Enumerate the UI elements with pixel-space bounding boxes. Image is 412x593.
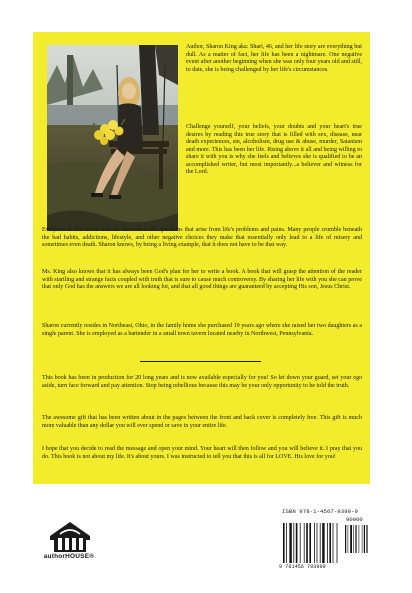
challenge-paragraph: Challenge yourself, your beliefs, your doubts and your heart's true desires by reading this true story that is filled with sex, disease, near death experiences, sin, alcoholism, drug use & abuse, murder, Satanism and more. This has been her life. Rising above it all and being willing to share it with you is why she feels and believes she is qualified to be an accomplished writer, but most importantly...a believer and witness for the Lord. [186,124,362,176]
hope-paragraph: I hope that you decide to read the message and open your mind. Your heart will then follow and you will believe it. I pray that you do. This book is not about my life. It's about yours. I was instructed to tell you that this is all for LOVE. His love for you! [42,446,362,460]
registered-mark: ® [89,553,95,560]
publisher-name-prefix: author [43,553,66,560]
ms-king-paragraph: Ms. King also knows that it has always been God's plan for her to write a book. A book that will grasp the attention of the reader with startling and strange facts coupled with truth that is sure to cause much controversy. By sharing her life with you she can prove that only God has the answers we are all looking for, and that all good things are guaranteed by accepting His son, Jesus Christ. [42,269,362,291]
author-photo [47,45,178,231]
publisher-logo-icon [40,520,100,570]
residence-paragraph: Sharon currently resides in Northeast, Ohio, in the family home she purchased 19 years ago where she raised her two daughters as a single parent. She is employed as a bartender in a small town tavern located nearby in Northwest, Pennsylvania. [42,323,362,337]
publisher-name [34,553,104,560]
everyone-paragraph: Everyone in this world seek the answers to the questions that arise from life's problems and pains. Many people crumble beneath the bad habits, addictions, lifestyle, and other negative choices they make that essentially only lead to a life of misery and sometimes even death. Sharon knows, by being a living example, that it does not have to be that way. [42,227,362,249]
barcode-icon [279,515,371,565]
publisher-name-suffix: HOUSE [65,553,90,560]
ean-number: 9 781456 793999 [279,564,326,570]
intro-paragraph: Author, Sharon King aka: Shari, 46, and her life story are everything but dull. As a matter of fact, her life has been a nightmare. One negative event after another beginning when she was only four years old and still, to date, she is being challenged by her life's circumstances. [186,44,362,73]
gift-paragraph: The awesome gift that has been written about in the pages between the front and back cover is completely free. This gift is much more valuable than any dollar you will ever spend or save in your entire life. [42,415,362,429]
price-code: 90000 [346,516,363,523]
isbn-number: ISBN 978-1-4567-9399-9 [282,508,359,515]
divider-line [140,361,261,362]
production-paragraph: This book has been in production for 20 long years and is now available especially for you! So let down your guard, set your ego aside, turn face forward and pay attention. Stop being rebellious because this may be your only opportunity to be told the truth. [42,375,362,389]
